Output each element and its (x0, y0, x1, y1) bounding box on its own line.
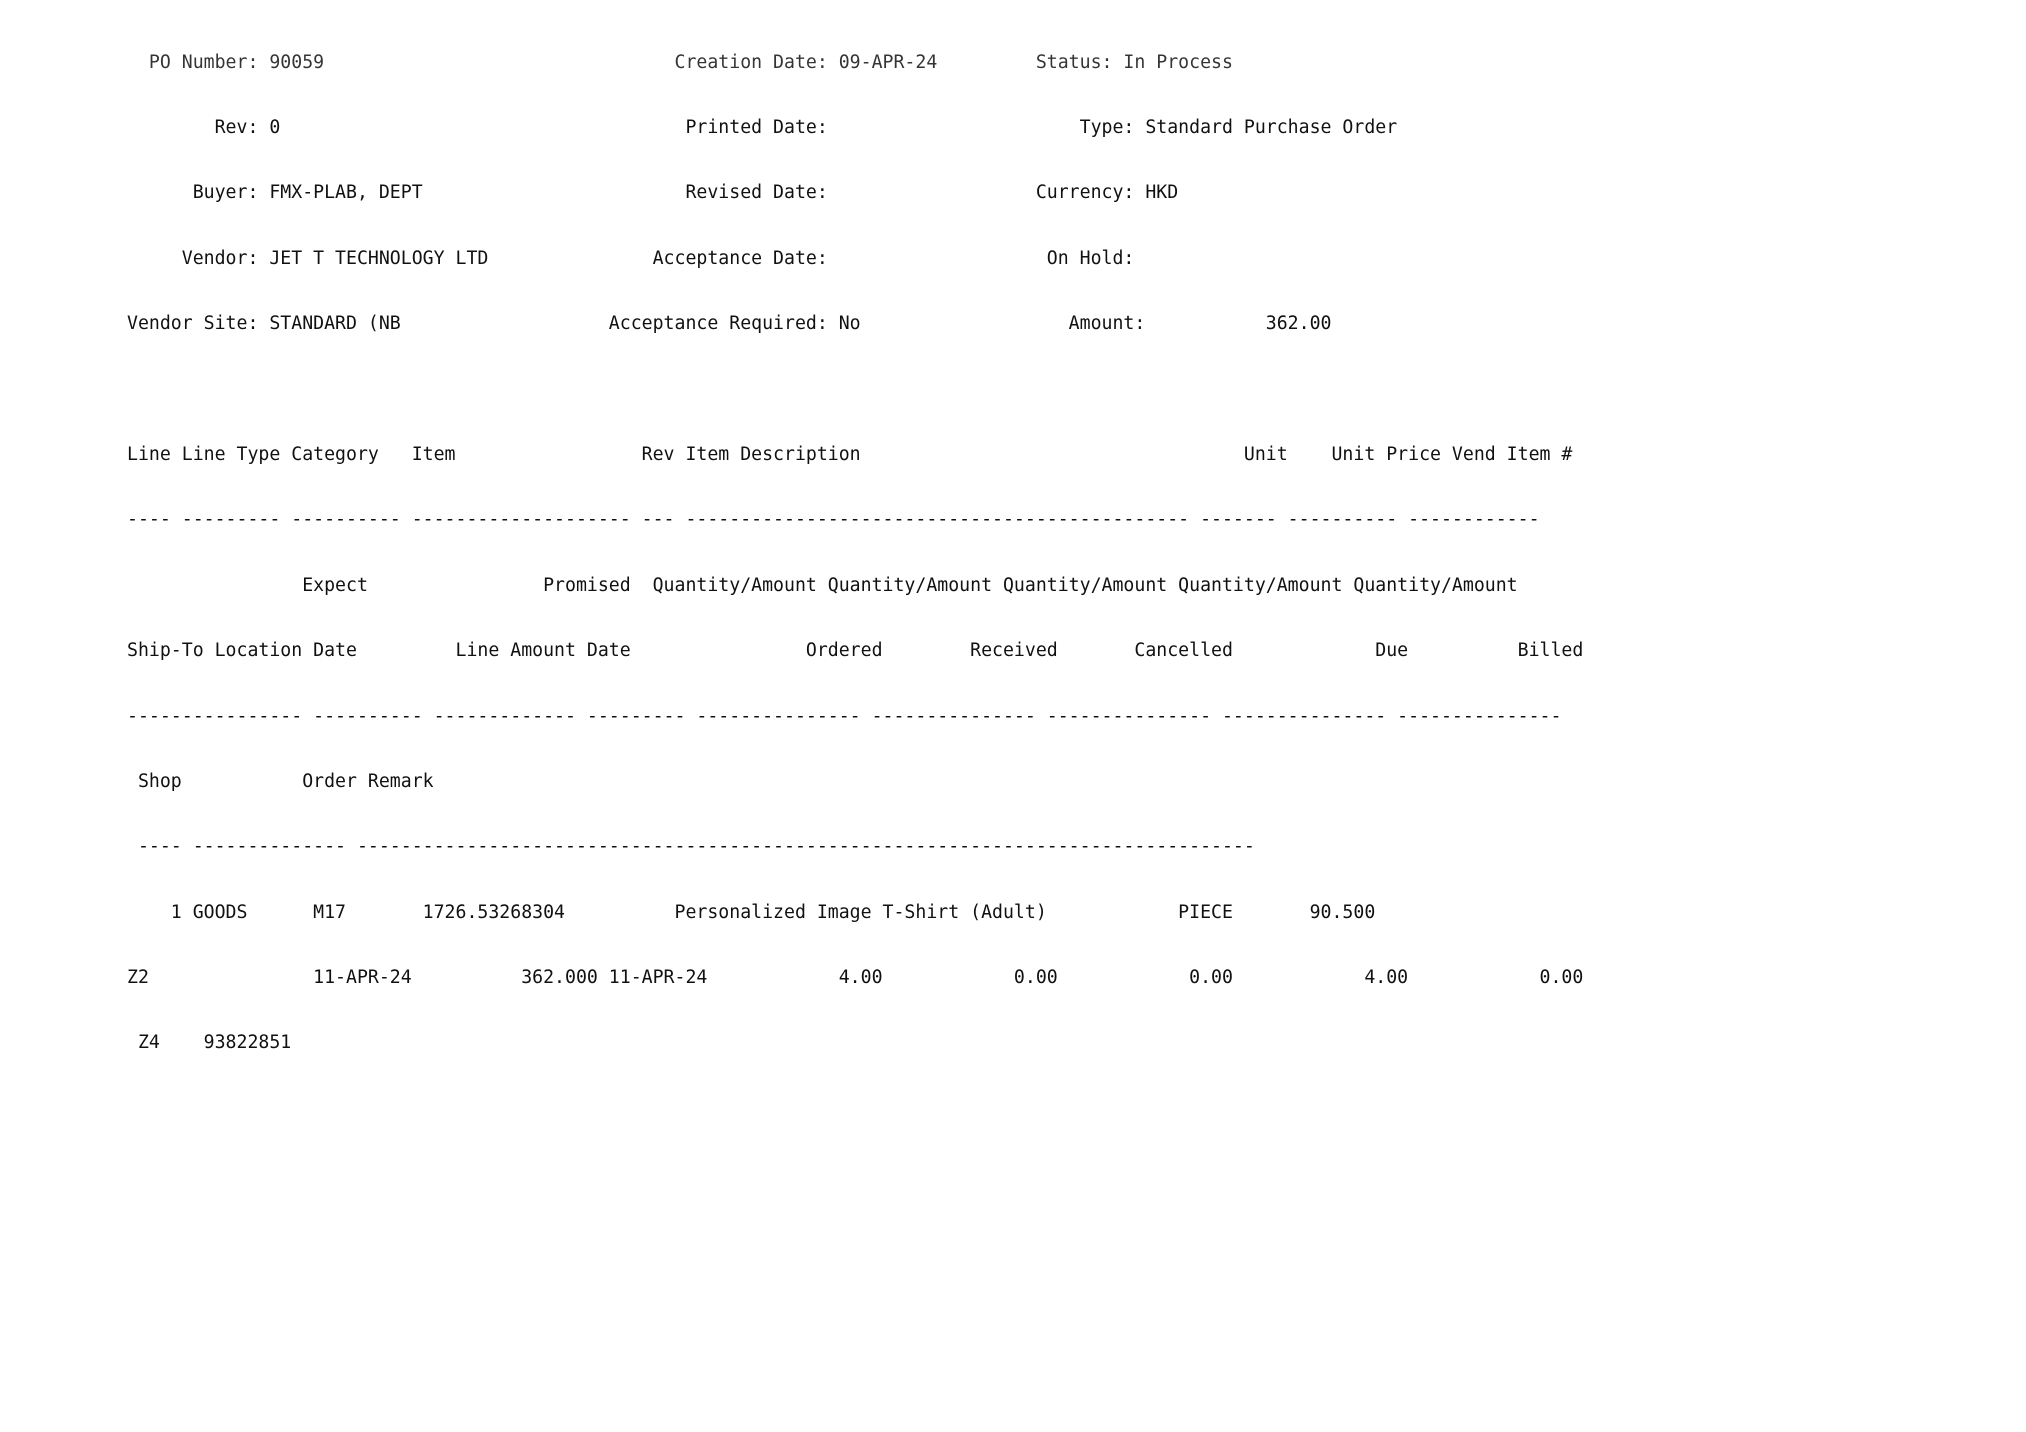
column-header-separator: ---- --------- ---------- -------------------- --- ---------------------------------------------- ------- ---------- ------------ (127, 509, 1540, 531)
header-line-buyer: Buyer: FMX-PLAB, DEPT Revised Date: Currency: HKD (127, 182, 1179, 204)
purchase-order-report (127, 8, 1583, 1098)
remark-header-separator: ---- -------------- ---------------------------------------------------------------------------------- (127, 836, 1255, 858)
shipment-header-line-2: Ship-To Location Date Line Amount Date Ordered Received Cancelled Due Billed (127, 640, 1584, 662)
order-line-row: 1 GOODS M17 1726.53268304 Personalized Image T-Shirt (Adult) PIECE 90.500 (127, 901, 1376, 923)
remark-row: Z4 93822851 (127, 1032, 292, 1054)
remark-header-line: Shop Order Remark (127, 770, 434, 792)
column-header-line: Line Line Type Category Item Rev Item Description Unit Unit Price Vend Item # (127, 443, 1573, 465)
blank-line (127, 379, 1583, 401)
header-line-rev: Rev: 0 Printed Date: Type: Standard Purchase Order (127, 116, 1398, 138)
shipment-header-separator: ---------------- ---------- ------------- --------- --------------- --------------- --------------- --------------- --------------- (127, 705, 1562, 727)
header-line-vendor-site: Vendor Site: STANDARD (NB Acceptance Required: No Amount: 362.00 (127, 313, 1332, 335)
shipment-header-line-1: Expect Promised Quantity/Amount Quantity/Amount Quantity/Amount Quantity/Amount Quantity/Amount (127, 574, 1518, 596)
header-line-vendor: Vendor: JET T TECHNOLOGY LTD Acceptance Date: On Hold: (127, 247, 1135, 269)
header-line-po-number: PO Number: 90059 Creation Date: 09-APR-24 Status: In Process (127, 51, 1233, 73)
shipment-row: Z2 11-APR-24 362.000 11-APR-24 4.00 0.00 0.00 4.00 0.00 (127, 967, 1584, 989)
